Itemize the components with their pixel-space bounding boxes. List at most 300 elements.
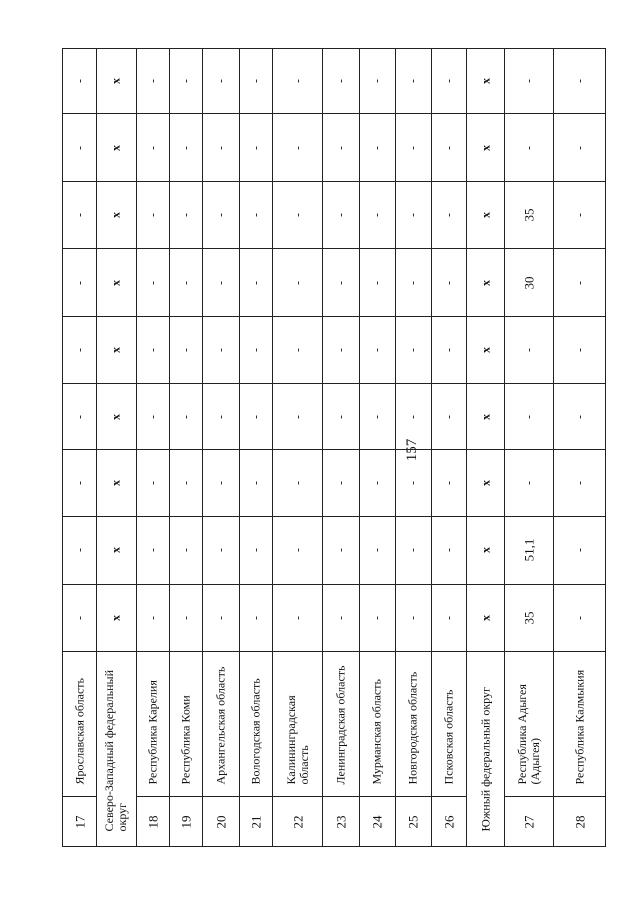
- region-name: Мурманская область: [369, 679, 384, 785]
- value-cell: [395, 584, 431, 652]
- dash-mark: -: [72, 480, 87, 485]
- cross-mark: x: [478, 279, 493, 286]
- dash-mark: -: [521, 79, 536, 84]
- dash-mark: -: [248, 548, 263, 553]
- value-cell: [360, 384, 395, 449]
- value-cell: [360, 449, 395, 517]
- cross-mark: x: [108, 212, 123, 219]
- value-row: [63, 517, 606, 585]
- region-name: Южный федеральный округ: [478, 687, 493, 832]
- cross-mark: x: [108, 614, 123, 621]
- dash-mark: -: [369, 480, 384, 485]
- value-cell: [395, 114, 431, 182]
- dash-mark: -: [333, 79, 348, 84]
- region-name: Республика Коми: [178, 695, 193, 785]
- value-cell: [202, 384, 239, 449]
- value-cell: [505, 517, 554, 585]
- dash-mark: -: [72, 79, 87, 84]
- dash-mark: -: [405, 615, 420, 620]
- dash-mark: -: [572, 615, 587, 620]
- value-row: [63, 584, 606, 652]
- row-number-cell: [240, 797, 273, 847]
- cross-mark: x: [478, 413, 493, 420]
- value-cell: [505, 114, 554, 182]
- dash-mark: -: [441, 548, 456, 553]
- value-cell: [240, 181, 273, 249]
- dash-mark: -: [333, 414, 348, 419]
- dash-mark: -: [72, 213, 87, 218]
- cross-mark: x: [108, 78, 123, 85]
- dash-mark: -: [441, 414, 456, 419]
- dash-mark: -: [248, 615, 263, 620]
- value-cell: [136, 584, 169, 652]
- value-cell: [554, 384, 606, 449]
- dash-mark: -: [213, 79, 228, 84]
- value-cell: [323, 384, 360, 449]
- dash-mark: -: [178, 145, 193, 150]
- value-cell: [202, 114, 239, 182]
- dash-mark: -: [178, 280, 193, 285]
- value-cell: [169, 181, 202, 249]
- dash-mark: -: [405, 79, 420, 84]
- value-cell: [554, 316, 606, 384]
- value-cell: [202, 449, 239, 517]
- region-name: Псковская область: [441, 690, 456, 785]
- value-cell: [202, 249, 239, 317]
- value-cell: [136, 517, 169, 585]
- value-cell: [505, 49, 554, 114]
- value-cell: [97, 384, 136, 449]
- value-cell: [97, 517, 136, 585]
- value-cell: [323, 449, 360, 517]
- value-cell: [323, 49, 360, 114]
- value-cell: [467, 384, 505, 449]
- value-cell: [467, 449, 505, 517]
- value-cell: [63, 584, 97, 652]
- dash-mark: -: [369, 348, 384, 353]
- row-number: 18: [145, 815, 161, 829]
- dash-mark: -: [248, 480, 263, 485]
- value-cell: [240, 316, 273, 384]
- dash-mark: -: [178, 548, 193, 553]
- value-cell: [97, 49, 136, 114]
- dash-mark: -: [145, 615, 160, 620]
- value-cell: [395, 316, 431, 384]
- value-cell: [360, 49, 395, 114]
- value-cell: [136, 449, 169, 517]
- dash-mark: -: [145, 145, 160, 150]
- region-name-cell: [395, 652, 431, 797]
- cross-mark: x: [478, 614, 493, 621]
- row-number-cell: [554, 797, 606, 847]
- region-name-cell: [63, 652, 97, 797]
- value-cell: [97, 181, 136, 249]
- row-number: 23: [333, 815, 349, 829]
- dash-mark: -: [572, 145, 587, 150]
- value-cell: [240, 449, 273, 517]
- dash-mark: -: [405, 145, 420, 150]
- value-cell: [554, 181, 606, 249]
- region-name-cell: [97, 652, 136, 847]
- row-number: 28: [572, 815, 588, 829]
- value-cell: [273, 316, 323, 384]
- dash-mark: -: [405, 348, 420, 353]
- dash-mark: -: [290, 348, 305, 353]
- value-row: [63, 181, 606, 249]
- region-name-cell: [169, 652, 202, 797]
- value-cell: [467, 316, 505, 384]
- dash-mark: -: [441, 79, 456, 84]
- value-cell: [273, 449, 323, 517]
- cross-mark: x: [108, 547, 123, 554]
- value-cell: [360, 114, 395, 182]
- cross-mark: x: [108, 479, 123, 486]
- dash-mark: -: [572, 79, 587, 84]
- region-name-cell: [505, 652, 554, 797]
- value-cell: [395, 49, 431, 114]
- dash-mark: -: [290, 79, 305, 84]
- cross-mark: x: [478, 547, 493, 554]
- value-cell: [323, 249, 360, 317]
- value: 35: [521, 208, 537, 222]
- value-cell: [63, 249, 97, 317]
- region-name-cell: [273, 652, 323, 797]
- value-cell: [395, 249, 431, 317]
- region-name: Ярославская область: [72, 678, 87, 785]
- name-row: [63, 652, 606, 797]
- value-cell: [360, 249, 395, 317]
- dash-mark: -: [145, 79, 160, 84]
- dash-mark: -: [572, 348, 587, 353]
- dash-mark: -: [178, 414, 193, 419]
- dash-mark: -: [178, 480, 193, 485]
- value-cell: [202, 316, 239, 384]
- region-name: Республика Адыгея (Адыгея): [515, 684, 543, 785]
- dash-mark: -: [405, 280, 420, 285]
- value-cell: [202, 49, 239, 114]
- value-cell: [136, 114, 169, 182]
- value-cell: [97, 249, 136, 317]
- value-cell: [323, 517, 360, 585]
- value-cell: [136, 316, 169, 384]
- region-name: Калининградская область: [283, 695, 311, 785]
- row-number-cell: [505, 797, 554, 847]
- value-cell: [554, 49, 606, 114]
- dash-mark: -: [333, 213, 348, 218]
- dash-mark: -: [441, 615, 456, 620]
- value-cell: [273, 49, 323, 114]
- value-row: [63, 249, 606, 317]
- row-number-cell: [136, 797, 169, 847]
- dash-mark: -: [333, 348, 348, 353]
- dash-mark: -: [333, 480, 348, 485]
- value-cell: [467, 181, 505, 249]
- dash-mark: -: [290, 145, 305, 150]
- value-cell: [240, 249, 273, 317]
- value-cell: [169, 517, 202, 585]
- value-cell: [467, 249, 505, 317]
- value-cell: [63, 384, 97, 449]
- dash-mark: -: [369, 548, 384, 553]
- row-number-cell: [273, 797, 323, 847]
- value-cell: [431, 517, 466, 585]
- dash-mark: -: [572, 280, 587, 285]
- row-number: 22: [290, 815, 306, 829]
- value-cell: [505, 384, 554, 449]
- dash-mark: -: [248, 348, 263, 353]
- row-number-cell: [360, 797, 395, 847]
- value-cell: [63, 181, 97, 249]
- dash-mark: -: [405, 548, 420, 553]
- page-number: 157: [404, 438, 420, 462]
- region-name: Новгородская область: [405, 672, 420, 785]
- value-cell: [323, 584, 360, 652]
- dash-mark: -: [290, 213, 305, 218]
- value-cell: [431, 316, 466, 384]
- value-cell: [273, 181, 323, 249]
- row-number-cell: [202, 797, 239, 847]
- cross-mark: x: [478, 347, 493, 354]
- dash-mark: -: [248, 145, 263, 150]
- value-cell: [273, 249, 323, 317]
- dash-mark: -: [290, 548, 305, 553]
- value-cell: [431, 449, 466, 517]
- dash-mark: -: [333, 615, 348, 620]
- dash-mark: -: [369, 414, 384, 419]
- value-cell: [323, 316, 360, 384]
- value-cell: [360, 584, 395, 652]
- dash-mark: -: [521, 414, 536, 419]
- dash-mark: -: [369, 79, 384, 84]
- dash-mark: -: [145, 414, 160, 419]
- value-cell: [169, 449, 202, 517]
- region-name: Республика Карелия: [145, 680, 160, 785]
- value-cell: [273, 584, 323, 652]
- dash-mark: -: [178, 79, 193, 84]
- dash-mark: -: [405, 480, 420, 485]
- row-number: 19: [178, 815, 194, 829]
- value-cell: [240, 584, 273, 652]
- dash-mark: -: [72, 348, 87, 353]
- dash-mark: -: [72, 548, 87, 553]
- dash-mark: -: [178, 615, 193, 620]
- value-cell: [467, 114, 505, 182]
- row-number: 25: [405, 815, 421, 829]
- region-name: Северо-Западный федеральный округ: [102, 670, 130, 832]
- value-cell: [431, 49, 466, 114]
- value-cell: [360, 181, 395, 249]
- value-cell: [169, 114, 202, 182]
- row-number: 17: [72, 815, 88, 829]
- value-cell: [395, 384, 431, 449]
- value-cell: [240, 384, 273, 449]
- dash-mark: -: [405, 213, 420, 218]
- dash-mark: -: [369, 280, 384, 285]
- dash-mark: -: [213, 615, 228, 620]
- dash-mark: -: [213, 213, 228, 218]
- value-cell: [136, 249, 169, 317]
- dash-mark: -: [145, 213, 160, 218]
- value-cell: [554, 449, 606, 517]
- value-cell: [554, 114, 606, 182]
- row-number: 27: [521, 815, 537, 829]
- value-cell: [505, 316, 554, 384]
- region-name-cell: [240, 652, 273, 797]
- row-number: 26: [441, 815, 457, 829]
- value-cell: [240, 114, 273, 182]
- row-number: 20: [213, 815, 229, 829]
- dash-mark: -: [145, 280, 160, 285]
- dash-mark: -: [441, 348, 456, 353]
- dash-mark: -: [248, 213, 263, 218]
- region-name-cell: [136, 652, 169, 797]
- row-number-cell: [169, 797, 202, 847]
- dash-mark: -: [72, 280, 87, 285]
- dash-mark: -: [145, 480, 160, 485]
- dash-mark: -: [405, 414, 420, 419]
- value-cell: [554, 517, 606, 585]
- value-cell: [431, 384, 466, 449]
- value-cell: [240, 517, 273, 585]
- value-cell: [273, 517, 323, 585]
- dash-mark: -: [213, 480, 228, 485]
- row-number-cell: [431, 797, 466, 847]
- dash-mark: -: [290, 615, 305, 620]
- data-table: [62, 48, 606, 847]
- dash-mark: -: [213, 548, 228, 553]
- value-cell: [202, 584, 239, 652]
- dash-mark: -: [333, 145, 348, 150]
- dash-mark: -: [572, 414, 587, 419]
- value-cell: [169, 49, 202, 114]
- dash-mark: -: [333, 548, 348, 553]
- dash-mark: -: [213, 280, 228, 285]
- dash-mark: -: [441, 280, 456, 285]
- dash-mark: -: [369, 615, 384, 620]
- value-cell: [63, 49, 97, 114]
- value-row: [63, 449, 606, 517]
- value-cell: [554, 249, 606, 317]
- value-cell: [431, 181, 466, 249]
- dash-mark: -: [572, 480, 587, 485]
- value-cell: [505, 584, 554, 652]
- value-cell: [273, 384, 323, 449]
- value-cell: [323, 181, 360, 249]
- dash-mark: -: [72, 145, 87, 150]
- value-cell: [467, 517, 505, 585]
- value: 51,1: [521, 539, 537, 562]
- dash-mark: -: [290, 480, 305, 485]
- value-row: [63, 384, 606, 449]
- value-cell: [431, 249, 466, 317]
- value-row: [63, 316, 606, 384]
- dash-mark: -: [333, 280, 348, 285]
- value-row: [63, 49, 606, 114]
- cross-mark: x: [478, 479, 493, 486]
- dash-mark: -: [441, 480, 456, 485]
- cross-mark: x: [108, 144, 123, 151]
- dash-mark: -: [145, 348, 160, 353]
- number-row: [63, 797, 606, 847]
- region-name: Архангельская область: [213, 667, 228, 785]
- row-number: 21: [248, 815, 264, 829]
- row-number-cell: [63, 797, 97, 847]
- value-cell: [431, 584, 466, 652]
- value-cell: [202, 181, 239, 249]
- region-name-cell: [202, 652, 239, 797]
- value-cell: [240, 49, 273, 114]
- row-number: 24: [369, 815, 385, 829]
- region-name-cell: [467, 652, 505, 847]
- dash-mark: -: [369, 145, 384, 150]
- dash-mark: -: [213, 348, 228, 353]
- cross-mark: x: [478, 144, 493, 151]
- value-cell: [395, 181, 431, 249]
- value: 30: [521, 276, 537, 290]
- dash-mark: -: [572, 213, 587, 218]
- dash-mark: -: [521, 145, 536, 150]
- dash-mark: -: [290, 280, 305, 285]
- region-name: Ленинградская область: [333, 665, 348, 785]
- dash-mark: -: [72, 414, 87, 419]
- value-cell: [505, 449, 554, 517]
- region-name-cell: [323, 652, 360, 797]
- value-cell: [169, 384, 202, 449]
- value-cell: [467, 49, 505, 114]
- value-cell: [467, 584, 505, 652]
- value-cell: [169, 584, 202, 652]
- value-cell: [97, 114, 136, 182]
- value-cell: [136, 49, 169, 114]
- region-name: Республика Калмыкия: [572, 670, 587, 785]
- dash-mark: -: [178, 213, 193, 218]
- value-cell: [505, 249, 554, 317]
- value-cell: [395, 449, 431, 517]
- value-cell: [136, 384, 169, 449]
- value: 35: [521, 611, 537, 625]
- dash-mark: -: [369, 213, 384, 218]
- value-cell: [360, 316, 395, 384]
- dash-mark: -: [178, 348, 193, 353]
- value-cell: [136, 181, 169, 249]
- dash-mark: -: [572, 548, 587, 553]
- value-row: [63, 114, 606, 182]
- dash-mark: -: [72, 615, 87, 620]
- dash-mark: -: [248, 79, 263, 84]
- region-name-cell: [431, 652, 466, 797]
- value-cell: [505, 181, 554, 249]
- dash-mark: -: [521, 348, 536, 353]
- row-number-cell: [323, 797, 360, 847]
- dash-mark: -: [213, 414, 228, 419]
- value-cell: [63, 449, 97, 517]
- cross-mark: x: [478, 212, 493, 219]
- dash-mark: -: [145, 548, 160, 553]
- cross-mark: x: [478, 78, 493, 85]
- value-cell: [554, 584, 606, 652]
- value-cell: [202, 517, 239, 585]
- value-cell: [431, 114, 466, 182]
- value-cell: [63, 114, 97, 182]
- value-cell: [360, 517, 395, 585]
- value-cell: [323, 114, 360, 182]
- value-cell: [169, 316, 202, 384]
- dash-mark: -: [248, 414, 263, 419]
- dash-mark: -: [290, 414, 305, 419]
- value-cell: [395, 517, 431, 585]
- value-cell: [63, 517, 97, 585]
- dash-mark: -: [441, 213, 456, 218]
